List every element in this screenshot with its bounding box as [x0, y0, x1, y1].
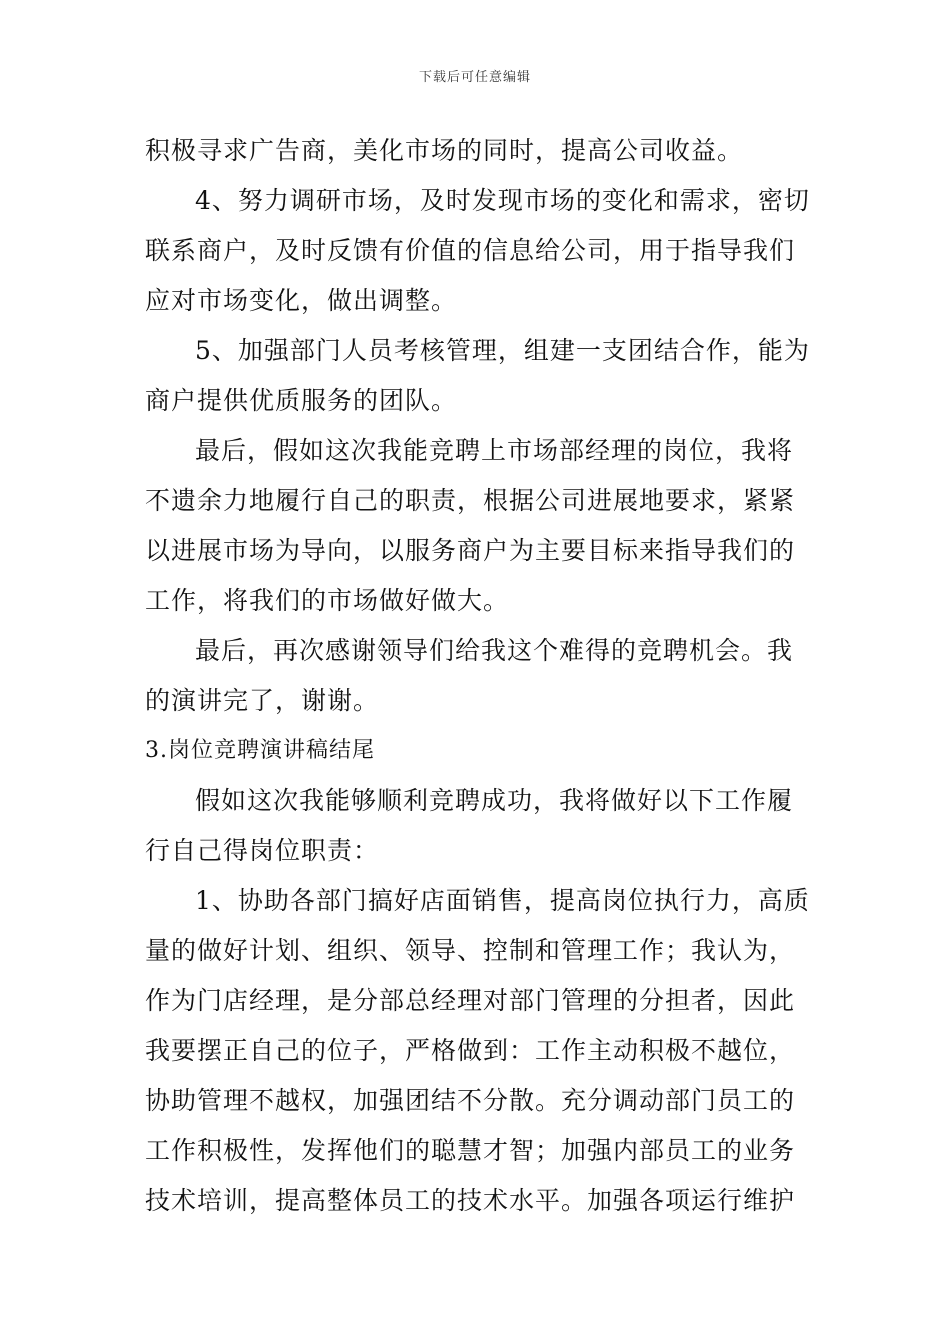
paragraph-line: 协助管理不越权，加强团结不分散。充分调动部门员工的: [145, 1086, 796, 1115]
paragraph-line: 5、加强部门人员考核管理，组建一支团结合作，能为: [195, 336, 810, 365]
document-body: [145, 126, 810, 1226]
paragraph-line: 的演讲完了，谢谢。: [145, 686, 380, 715]
paragraph-line: 量的做好计划、组织、领导、控制和管理工作；我认为，: [145, 936, 796, 965]
paragraph-line: 作为门店经理，是分部总经理对部门管理的分担者，因此: [145, 986, 796, 1015]
paragraph-line: 我要摆正自己的位子，严格做到：工作主动积极不越位，: [145, 1036, 796, 1065]
paragraph-line: 联系商户，及时反馈有价值的信息给公司，用于指导我们: [145, 236, 796, 265]
paragraph-line: 行自己得岗位职责：: [145, 836, 380, 865]
paragraph-line: 最后，假如这次我能竞聘上市场部经理的岗位，我将: [195, 436, 794, 465]
page-header-note: 下载后可任意编辑: [418, 70, 531, 85]
section-heading: 3.岗位竞聘演讲稿结尾: [145, 738, 375, 763]
paragraph-line: 最后，再次感谢领导们给我这个难得的竞聘机会。我: [195, 636, 794, 665]
paragraph-line: 假如这次我能够顺利竞聘成功，我将做好以下工作履: [195, 786, 794, 815]
paragraph-line: 积极寻求广告商，美化市场的同时，提高公司收益。: [145, 136, 744, 165]
paragraph-line: 4、努力调研市场，及时发现市场的变化和需求，密切: [195, 186, 810, 215]
paragraph-line: 工作积极性，发挥他们的聪慧才智；加强内部员工的业务: [145, 1136, 796, 1165]
paragraph-line: 1、协助各部门搞好店面销售，提高岗位执行力，高质: [195, 886, 810, 915]
paragraph-line: 工作，将我们的市场做好做大。: [145, 586, 510, 615]
paragraph-line: 技术培训，提高整体员工的技术水平。加强各项运行维护: [145, 1186, 796, 1215]
paragraph-line: 不遗余力地履行自己的职责，根据公司进展地要求，紧紧: [145, 486, 796, 515]
paragraph-line: 以进展市场为导向，以服务商户为主要目标来指导我们的: [145, 536, 796, 565]
paragraph-line: 应对市场变化，做出调整。: [145, 286, 458, 315]
paragraph-line: 商户提供优质服务的团队。: [145, 386, 458, 415]
